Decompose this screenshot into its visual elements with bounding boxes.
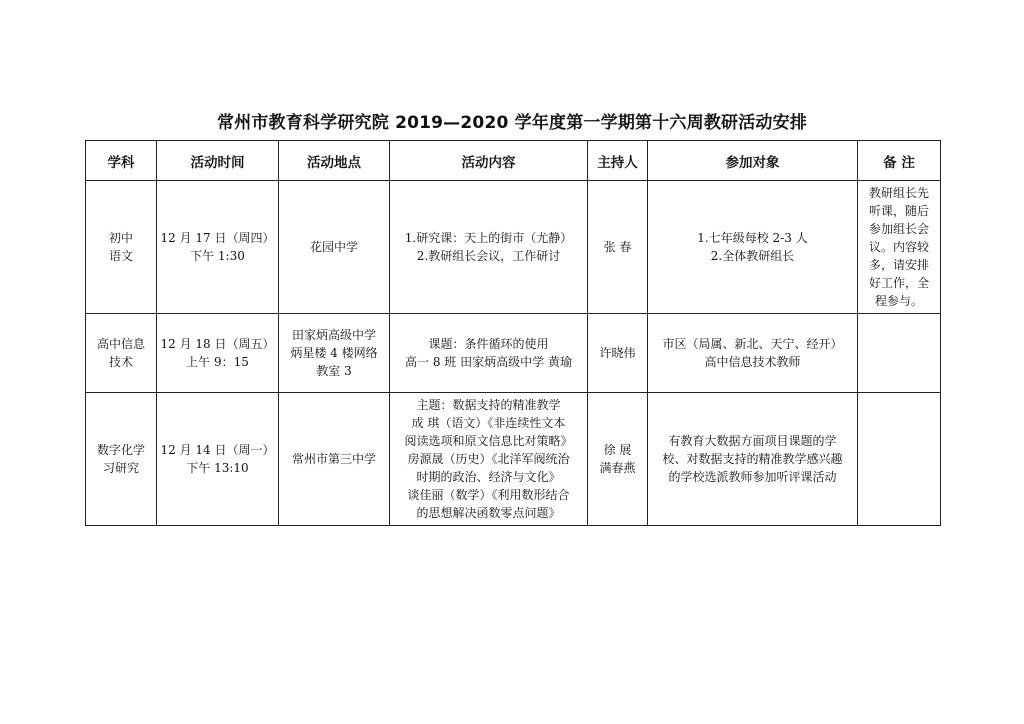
cell-line: 技术: [108, 355, 133, 369]
cell-subject: [86, 314, 157, 393]
cell-host: [588, 314, 648, 393]
cell-line: 的学校选派教师参加听评课活动: [668, 470, 837, 484]
cell-subject: [86, 181, 157, 314]
cell-subject: [86, 393, 157, 526]
cell-line: 语文: [108, 249, 133, 263]
cell-line: 2.教研组长会议，工作研讨: [416, 249, 561, 263]
cell-note: [858, 393, 941, 526]
cell-location: [279, 314, 390, 393]
cell-line: 下午 13:10: [186, 461, 249, 475]
cell-line: 课题：条件循环的使用: [428, 337, 549, 351]
cell-line: 高中信息: [96, 337, 145, 351]
cell-location: [279, 181, 390, 314]
cell-line: 教研组长先: [868, 186, 929, 200]
cell-line: 主题：数据支持的精准教学: [416, 398, 561, 412]
cell-line: 1.研究课：天上的街市（尤静）: [404, 231, 573, 245]
cell-note: [858, 181, 941, 314]
cell-time: [157, 181, 279, 314]
cell-note: [858, 314, 941, 393]
cell-line: 好工作，全: [868, 276, 929, 290]
cell-line: 初中: [108, 231, 133, 245]
cell-line: 校、对数据支持的精准教学感兴趣: [662, 452, 843, 466]
cell-line: 谈佳丽（数学）《利用数形结合: [407, 488, 570, 502]
cell-line: 许晓伟: [599, 346, 636, 360]
table-header-row: [86, 141, 941, 181]
cell-line: 高中信息技术教师: [704, 355, 801, 369]
cell-line: 12 月 14 日（周一）: [160, 443, 275, 457]
cell-line: 2.全体教研组长: [710, 249, 795, 263]
cell-line: 满春燕: [599, 461, 636, 475]
cell-line: 成 琪（语文）《非连续性文本: [411, 416, 566, 430]
header-host: 主持人: [588, 141, 648, 181]
cell-line: 市区（局属、新北、天宁、经开）: [662, 337, 843, 351]
cell-content: [390, 314, 588, 393]
cell-line: 听课，随后: [868, 204, 929, 218]
cell-time: [157, 393, 279, 526]
table-row: [86, 393, 941, 526]
header-note: 备 注: [858, 141, 941, 181]
cell-line: 徐 展: [603, 443, 632, 457]
cell-line: 阅读选项和原文信息比对策略》: [404, 434, 573, 448]
cell-time: [157, 314, 279, 393]
header-participants: 参加对象: [648, 141, 858, 181]
table-row: [86, 314, 941, 393]
cell-content: [390, 393, 588, 526]
cell-line: 炳星楼 4 楼网络: [290, 346, 378, 360]
cell-line: 时期的政治、经济与文化》: [416, 470, 561, 484]
schedule-table: [85, 140, 941, 526]
cell-line: 多，请安排: [868, 258, 929, 272]
cell-line: 习研究: [102, 461, 139, 475]
cell-line: 花园中学: [309, 240, 358, 254]
cell-line: 12 月 17 日（周四）: [160, 231, 275, 245]
header-location: 活动地点: [279, 141, 390, 181]
header-subject: 学科: [86, 141, 157, 181]
cell-line: 数字化学: [96, 443, 145, 457]
cell-line: 参加组长会: [868, 222, 929, 236]
page-title: 常州市教育科学研究院 2019—2020 学年度第一学期第十六周教研活动安排: [216, 113, 808, 133]
header-time: 活动时间: [157, 141, 279, 181]
cell-location: [279, 393, 390, 526]
cell-line: 房源晟（历史）《北洋军阀统治: [407, 452, 570, 466]
cell-participants: [648, 181, 858, 314]
cell-line: 程参与。: [874, 294, 923, 308]
cell-line: 田家炳高级中学: [291, 328, 376, 342]
cell-line: 下午 1:30: [190, 249, 245, 263]
cell-line: 张 春: [603, 240, 632, 254]
cell-line: 12 月 18 日（周五）: [160, 337, 275, 351]
cell-participants: [648, 314, 858, 393]
cell-line: 教室 3: [316, 364, 352, 378]
cell-line: 议。内容较: [868, 240, 929, 254]
cell-participants: [648, 393, 858, 526]
cell-line: 有教育大数据方面项目课题的学: [668, 434, 837, 448]
cell-line: 的思想解决函数零点问题》: [416, 506, 561, 520]
table-row: [86, 181, 941, 314]
cell-line: 1.七年级每校 2-3 人: [697, 231, 808, 245]
cell-host: [588, 393, 648, 526]
header-content: 活动内容: [390, 141, 588, 181]
cell-content: [390, 181, 588, 314]
cell-line: 高一 8 班 田家炳高级中学 黄瑜: [405, 355, 572, 369]
cell-line: 上午 9：15: [186, 355, 249, 369]
cell-line: 常州市第三中学: [291, 452, 376, 466]
cell-host: [588, 181, 648, 314]
